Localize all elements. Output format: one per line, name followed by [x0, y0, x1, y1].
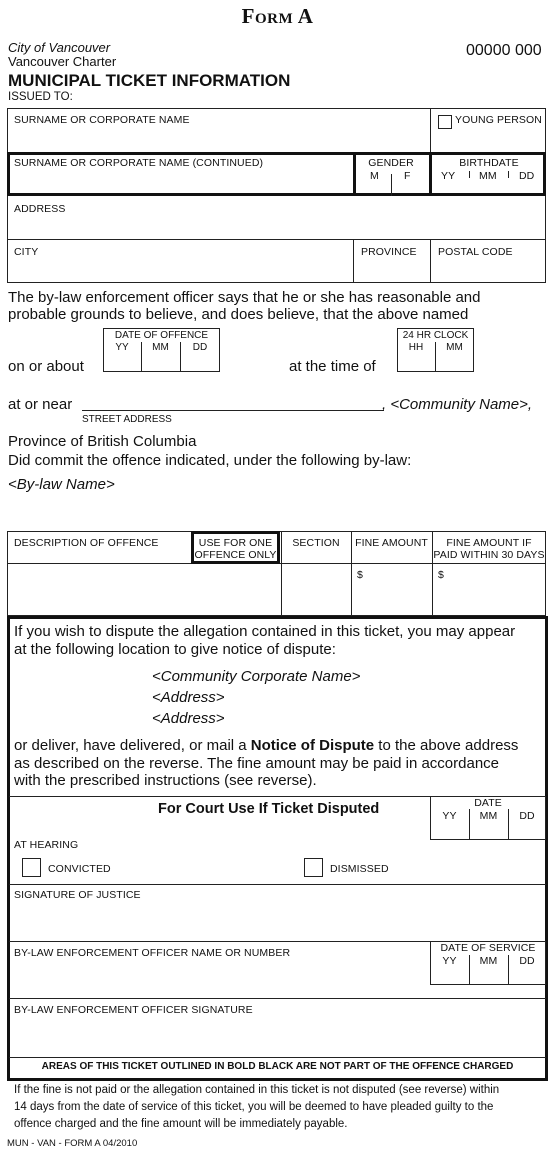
page-title: MUNICIPAL TICKET INFORMATION [8, 71, 291, 90]
offence-dd-label: DD [192, 342, 208, 353]
signature-of-justice-field[interactable] [11, 903, 543, 939]
ticket-number: 00000 000 [466, 42, 542, 59]
clock-hh-label: HH [408, 342, 424, 353]
surname-label: SURNAME OR CORPORATE NAME [14, 114, 190, 126]
city-input[interactable] [10, 259, 350, 280]
gender-f-label: F [404, 170, 411, 182]
footer-line-1: If the fine is not paid or the allegation contained in this ticket is not disputed (see reverse) within [14, 1084, 500, 1096]
deliver-post-text: to the above address [374, 737, 519, 754]
birthdate-mm-label: MM [479, 170, 497, 182]
charter-name: Vancouver Charter [8, 54, 117, 69]
clock-mm-label: MM [446, 342, 463, 353]
surname-continued-label: SURNAME OR CORPORATE NAME (CONTINUED) [14, 157, 264, 169]
birthdate-dd-label: DD [519, 170, 535, 182]
offence-yy-label: YY [115, 342, 129, 353]
city-label: CITY [14, 246, 39, 258]
offence-mm-label: MM [152, 342, 169, 353]
court-dd-label: DD [519, 810, 535, 822]
footer-line-3: offence charged and the fine amount will be immediately payable. [14, 1118, 348, 1130]
young-person-label: YOUNG PERSON [455, 114, 542, 126]
officer-name-field[interactable] [11, 961, 426, 995]
convicted-checkbox[interactable] [22, 858, 41, 877]
dispute-line-4: as described on the reverse. The fine amount may be paid in accordance [14, 755, 500, 772]
court-date-label: DATE [474, 797, 502, 809]
fine-if-paid-label-2: PAID WITHIN 30 DAYS [433, 549, 545, 561]
fine-if-paid-label-1: FINE AMOUNT IF [446, 537, 532, 549]
dismissed-label: DISMISSED [330, 863, 389, 875]
officer-name-label: BY-LAW ENFORCEMENT OFFICER NAME OR NUMBER [14, 947, 291, 959]
address-label: ADDRESS [14, 203, 66, 215]
did-commit-text: Did commit the offence indicated, under the following by-law: [8, 452, 412, 469]
community-corporate-name: <Community Corporate Name> [152, 668, 361, 685]
service-dd-label: DD [519, 955, 535, 967]
surname-continued-input[interactable] [11, 172, 351, 193]
convicted-label: CONVICTED [48, 863, 111, 875]
officer-signature-label: BY-LAW ENFORCEMENT OFFICER SIGNATURE [14, 1004, 253, 1016]
fine-if-paid-dollar[interactable]: $ [438, 569, 444, 581]
issued-to-label: ISSUED TO: [8, 91, 73, 103]
section-label: SECTION [292, 537, 340, 549]
clock-label: 24 HR CLOCK [402, 330, 469, 341]
on-or-about-label: on or about [8, 358, 84, 375]
form-code: MUN - VAN - FORM A 04/2010 [7, 1138, 138, 1149]
at-the-time-of-label: at the time of [289, 358, 376, 375]
description-of-offence-label: DESCRIPTION OF OFFENCE [14, 537, 159, 549]
court-use-heading: For Court Use If Ticket Disputed [158, 801, 380, 817]
fine-amount-label: FINE AMOUNT [355, 537, 428, 549]
section-input[interactable] [283, 566, 349, 614]
bylaw-name-text: <By-law Name> [8, 476, 115, 493]
date-of-service-label: DATE OF SERVICE [440, 942, 536, 954]
community-name-text: , <Community Name>, [382, 396, 533, 413]
officer-signature-field[interactable] [11, 1018, 543, 1054]
young-person-checkbox[interactable] [438, 115, 452, 129]
service-yy-label: YY [442, 955, 457, 967]
at-hearing-label: AT HEARING [14, 839, 79, 851]
dispute-line-5: with the prescribed instructions (see reverse). [14, 772, 317, 789]
dispute-address-1: <Address> [152, 689, 225, 706]
form-title: Form A [241, 4, 314, 28]
signature-of-justice-label: SIGNATURE OF JUSTICE [14, 889, 141, 901]
gender-label: GENDER [368, 157, 414, 169]
birthdate-yy-label: YY [441, 170, 456, 182]
bold-areas-notice: AREAS OF THIS TICKET OUTLINED IN BOLD BLACK ARE NOT PART OF THE OFFENCE CHARGED [41, 1061, 514, 1072]
statement-line-2: probable grounds to believe, and does believe, that the above named [8, 306, 469, 323]
date-of-offence-label: DATE OF OFFENCE [114, 330, 209, 341]
street-address-line[interactable] [82, 410, 384, 411]
dispute-line-2: at the following location to give notice of dispute: [14, 641, 336, 658]
gender-m-label: M [370, 170, 379, 182]
court-yy-label: YY [442, 810, 457, 822]
street-address-label: STREET ADDRESS [82, 414, 172, 425]
dispute-line-3 [14, 737, 518, 754]
deliver-pre-text: or deliver, have delivered, or mail a [14, 737, 251, 754]
dismissed-checkbox[interactable] [304, 858, 323, 877]
footer-line-2: 14 days from the date of service of this ticket, you will be deemed to have pleaded guilty to the [14, 1101, 494, 1113]
province-text: Province of British Columbia [8, 433, 197, 450]
service-mm-label: MM [479, 955, 498, 967]
fine-amount-dollar[interactable]: $ [357, 569, 363, 581]
province-label: PROVINCE [361, 246, 417, 258]
court-mm-label: MM [479, 810, 498, 822]
dispute-address-2: <Address> [152, 710, 225, 727]
surname-input[interactable] [10, 128, 428, 150]
address-input[interactable] [10, 216, 542, 237]
use-for-one-label-1: USE FOR ONE [198, 537, 273, 549]
statement-line-1: The by-law enforcement officer says that he or she has reasonable and [8, 289, 481, 306]
city-name: City of Vancouver [8, 40, 111, 55]
use-for-one-label-2: OFFENCE ONLY [194, 549, 277, 561]
postal-code-label: POSTAL CODE [438, 246, 513, 258]
description-input[interactable] [9, 566, 279, 614]
at-or-near-label: at or near [8, 396, 73, 413]
birthdate-label: BIRTHDATE [459, 157, 519, 169]
dispute-line-1: If you wish to dispute the allegation contained in this ticket, you may appear [14, 623, 516, 640]
notice-of-dispute-text: Notice of Dispute [250, 737, 375, 754]
